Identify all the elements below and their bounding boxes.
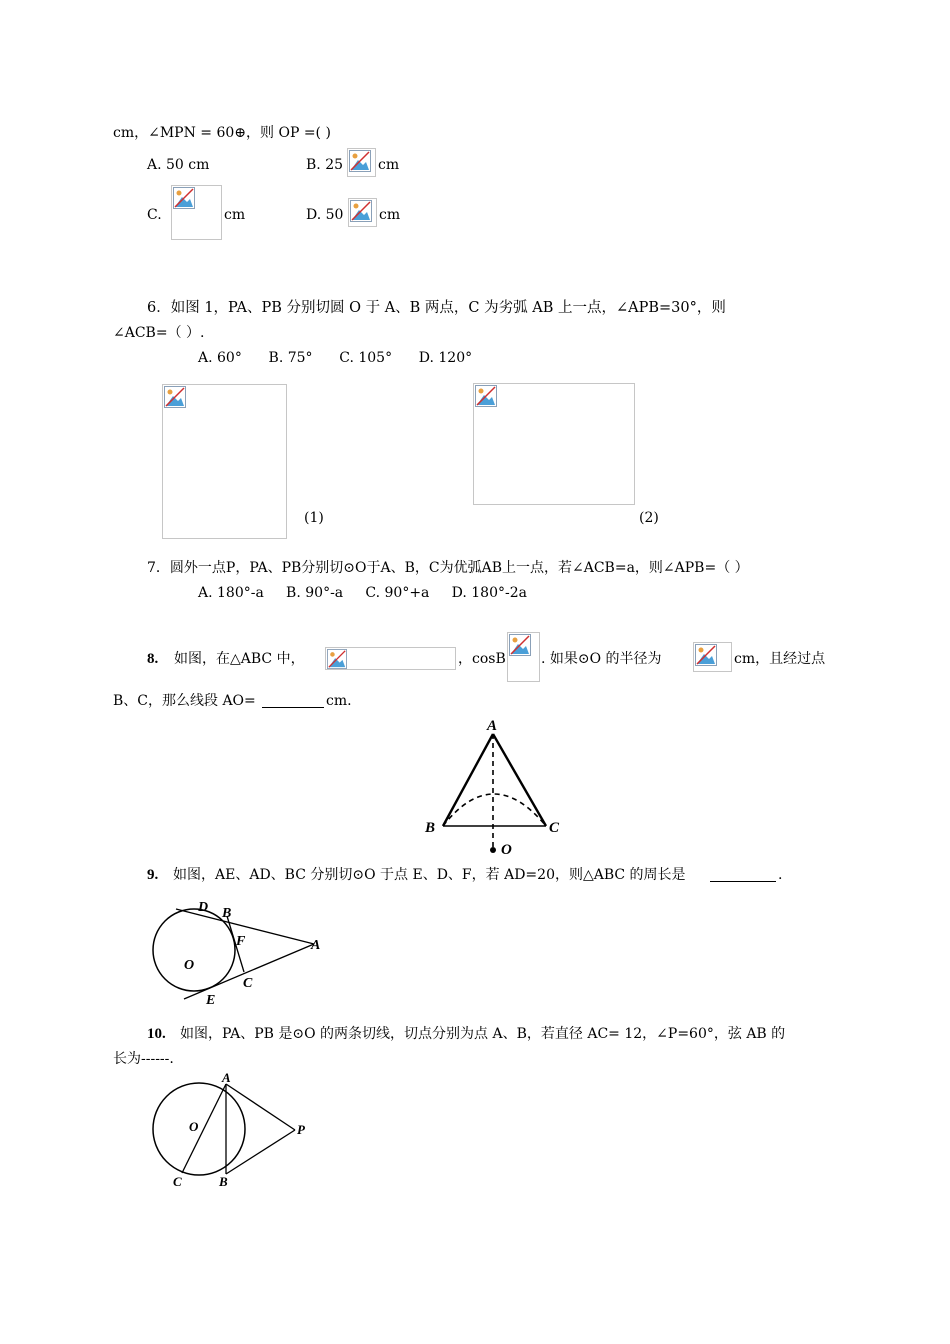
q5-option-d-suffix: cm <box>379 207 401 223</box>
q8-triangle-figure <box>415 712 575 858</box>
q9-label-a: A <box>311 938 321 953</box>
q8-text-part1: 如图，在△ABC 中， <box>174 651 305 667</box>
q8-text-part2: ，cosB <box>458 651 506 667</box>
q5-option-c-suffix: cm <box>224 207 246 223</box>
q8-label-a: A <box>487 718 498 734</box>
q9-answer-blank <box>710 867 776 882</box>
q10-label-b: B <box>219 1174 228 1189</box>
q5-option-c-prefix: C. <box>147 207 162 223</box>
q10-tangent-figure <box>145 1070 325 1195</box>
q10-stem-line1: 如图，PA、PB 是⊙O 的两条切线，切点分别为点 A、B，若直径 AC= 12，∠P=60°，弦 AB 的 <box>180 1026 786 1042</box>
q8-text-part4: cm，且经过点 <box>734 651 826 667</box>
q9-label-b: B <box>222 906 232 921</box>
q8-line2-prefix: B、C，那么线段 AO= <box>113 693 256 709</box>
q9-stem-end: . <box>778 867 783 883</box>
q9-label-c: C <box>243 976 253 991</box>
q9-label-f: F <box>236 934 246 949</box>
q8-condition-image <box>325 647 456 670</box>
q6-figure-1-image <box>162 384 287 539</box>
q8-label-c: C <box>549 820 560 836</box>
q10-label-o: O <box>189 1119 199 1134</box>
q8-cosb-value-image <box>507 632 540 682</box>
q10-label-c: C <box>173 1174 182 1189</box>
q5-option-a: A. 50 cm <box>147 157 210 173</box>
q8-label-o: O <box>501 842 512 858</box>
q8-text-part3: . 如果⊙O 的半径为 <box>541 651 662 667</box>
q8-line2-suffix: cm. <box>326 693 352 709</box>
q6-options: A. 60° B. 75° C. 105° D. 120° <box>198 350 473 366</box>
q6-figure-1-label: (1) <box>304 510 324 526</box>
q9-label-e: E <box>206 993 216 1008</box>
q7-options: A. 180°-a B. 90°-a C. 90°+a D. 180°-2a <box>198 585 527 601</box>
q9-number: 9. <box>147 867 159 883</box>
q10-stem-line2: 长为------. <box>113 1051 174 1067</box>
q9-stem: 如图，AE、AD、BC 分别切⊙O 于点 E、D、F，若 AD=20，则△ABC 的周长是 <box>173 867 686 883</box>
q5-option-d-prefix: D. 50 <box>306 207 344 223</box>
q9-tangent-figure <box>140 892 340 1012</box>
q8-label-b: B <box>425 820 436 836</box>
q5-option-b-suffix: cm <box>378 157 400 173</box>
broken-image-icon <box>509 634 531 656</box>
q6-figure-2-image <box>473 383 635 505</box>
broken-image-icon <box>350 200 372 222</box>
q10-label-a: A <box>222 1070 231 1085</box>
q8-radius-image <box>693 642 732 672</box>
q6-stem-line2: ∠ACB=（ ）. <box>113 325 205 341</box>
q5-option-b-prefix: B. 25 <box>306 157 344 173</box>
q5-stem: cm，∠MPN = 60⊕，则 OP =( ) <box>113 125 331 141</box>
q9-label-o: O <box>184 958 195 973</box>
q6-stem-line1: 6．如图 1，PA、PB 分别切圆 O 于 A、B 两点，C 为劣弧 AB 上一点，∠APB=30°，则 <box>147 300 726 316</box>
q10-label-p: P <box>297 1122 305 1137</box>
q5-option-d-image <box>348 198 377 227</box>
q10-number: 10. <box>147 1026 166 1042</box>
q6-figure-2-label: (2) <box>639 510 659 526</box>
broken-image-icon <box>173 187 195 209</box>
q8-answer-blank <box>262 693 324 708</box>
broken-image-icon <box>164 386 186 408</box>
q7-stem: 7．圆外一点P，PA、PB分别切⊙O于A、B，C为优弧AB上一点，若∠ACB=a，则∠APB=（ ） <box>147 560 749 576</box>
broken-image-icon <box>349 150 371 172</box>
q9-label-d: D <box>198 900 209 915</box>
q8-number: 8. <box>147 651 159 667</box>
q5-option-c-image <box>171 185 222 240</box>
broken-image-icon <box>327 649 347 669</box>
broken-image-icon <box>475 385 497 407</box>
broken-image-icon <box>695 644 717 666</box>
q5-option-b-image <box>347 148 376 177</box>
